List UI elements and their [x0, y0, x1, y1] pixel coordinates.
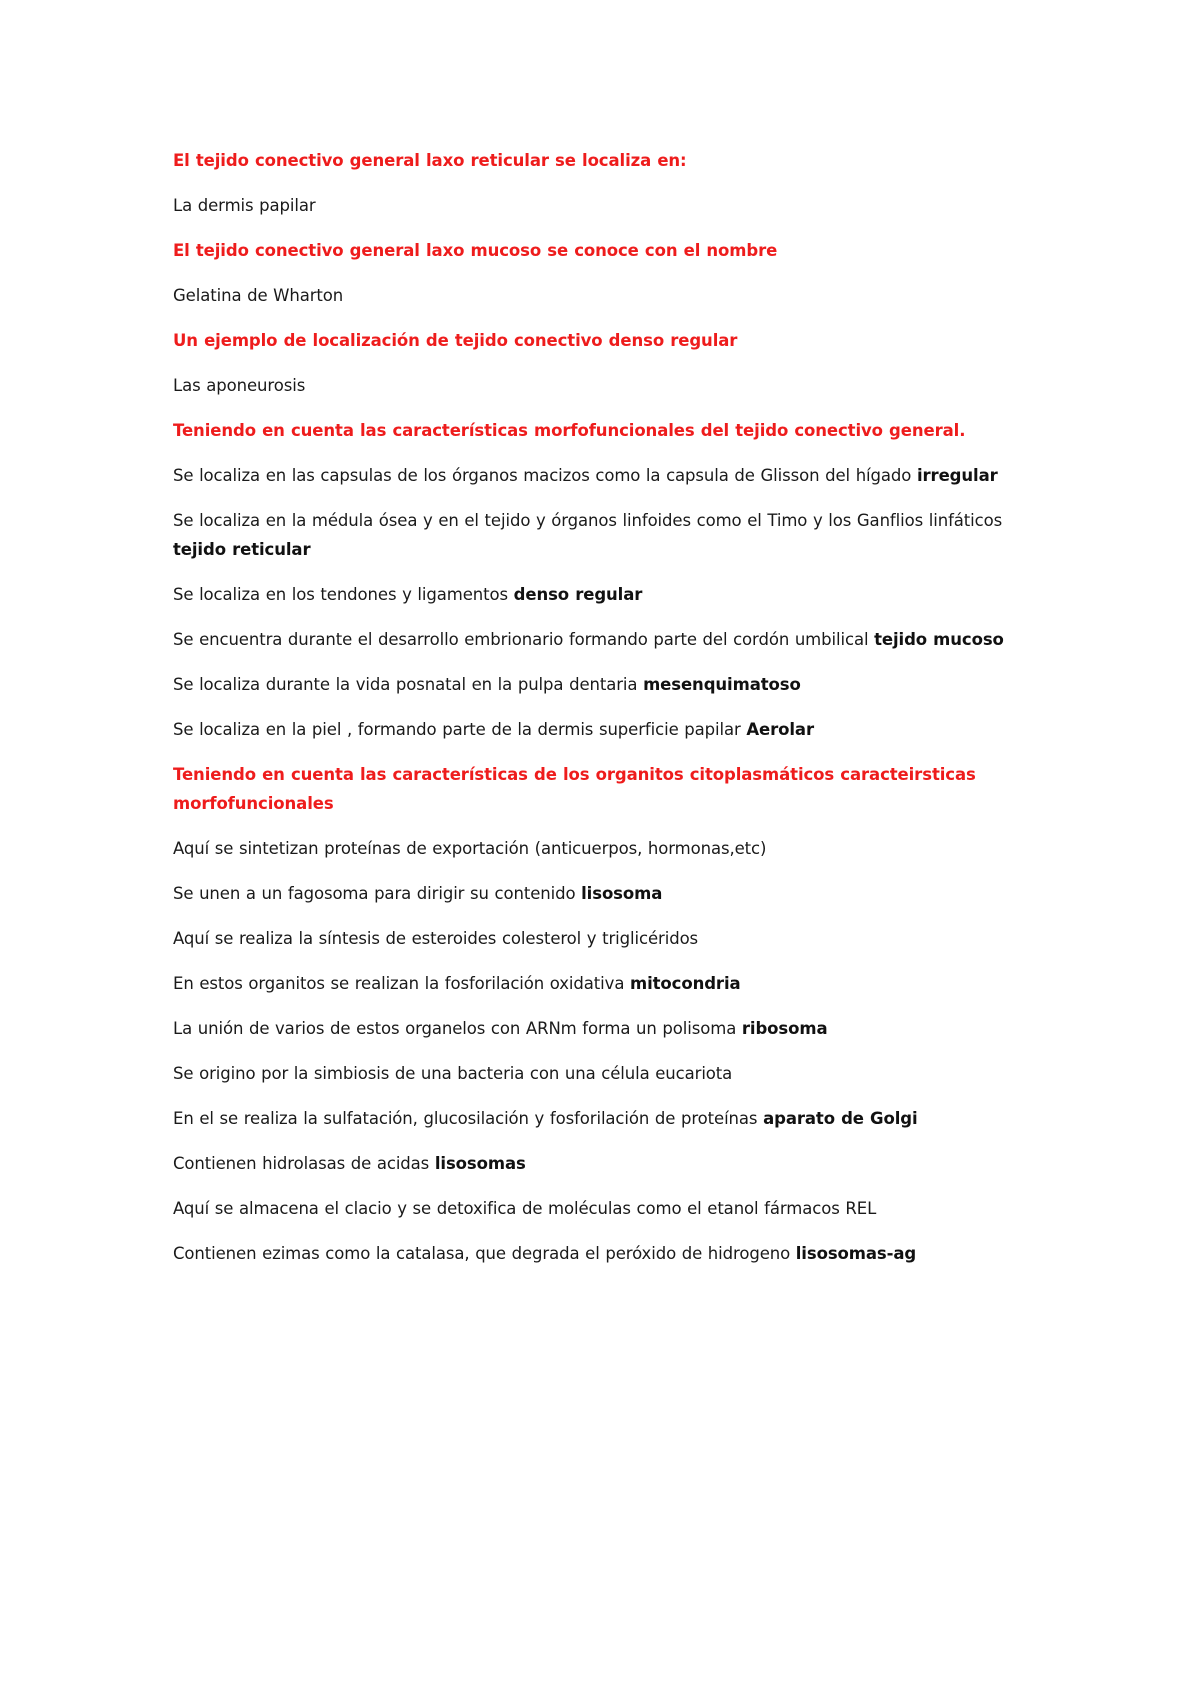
paragraph-text: Las aponeurosis [173, 376, 306, 395]
heading-text: Un ejemplo de localización de tejido conectivo denso regular [173, 331, 738, 350]
heading-text: El tejido conectivo general laxo mucoso se conoce con el nombre [173, 241, 778, 260]
bold-answer: lisosomas [434, 1154, 526, 1173]
bold-answer: lisosomas-ag [795, 1244, 917, 1263]
question-heading [173, 146, 1053, 175]
answer-paragraph [173, 281, 1053, 310]
paragraph-text: Aquí se almacena el clacio y se detoxifica de moléculas como el etanol fármacos REL [173, 1199, 877, 1218]
paragraph-text: La unión de varios de estos organelos con ARNm forma un polisoma [173, 1019, 742, 1038]
bold-answer: mitocondria [629, 974, 741, 993]
paragraph-text: Contienen hidrolasas de acidas [173, 1154, 435, 1173]
bold-answer: tejido mucoso [874, 630, 1004, 649]
bold-answer: Aerolar [746, 720, 815, 739]
paragraph-text: Aquí se realiza la síntesis de esteroides colesterol y triglicéridos [173, 929, 699, 948]
bold-answer: lisosoma [581, 884, 663, 903]
bold-answer: aparato de Golgi [763, 1109, 918, 1128]
paragraph-text: Aquí se sintetizan proteínas de exportación (anticuerpos, hormonas,etc) [173, 839, 767, 858]
question-heading [173, 326, 1053, 355]
answer-paragraph [173, 1059, 1053, 1088]
paragraph-text: Se encuentra durante el desarrollo embrionario formando parte del cordón umbilical [173, 630, 875, 649]
paragraph-text: Se localiza en la médula ósea y en el tejido y órganos linfoides como el Timo y los Ganflios linfáticos [173, 511, 1003, 530]
answer-paragraph [173, 924, 1053, 953]
answer-paragraph [173, 879, 1053, 908]
bold-answer: tejido reticular [173, 540, 311, 559]
paragraph-text: Se localiza en la piel , formando parte de la dermis superficie papilar [173, 720, 747, 739]
paragraph-text: Se localiza en los tendones y ligamentos [173, 585, 514, 604]
paragraph-text: En el se realiza la sulfatación, glucosilación y fosforilación de proteínas [173, 1109, 764, 1128]
paragraph-text: Contienen ezimas como la catalasa, que degrada el peróxido de hidrogeno [173, 1244, 796, 1263]
answer-paragraph [173, 1104, 1053, 1133]
paragraph-text: La dermis papilar [173, 196, 316, 215]
paragraph-text: Se localiza durante la vida posnatal en la pulpa dentaria [173, 675, 644, 694]
answer-paragraph [173, 625, 1053, 654]
question-heading [173, 236, 1053, 265]
answer-paragraph [173, 834, 1053, 863]
question-heading [173, 760, 1053, 818]
bold-answer: irregular [916, 466, 998, 485]
heading-text: Teniendo en cuenta las características morfofuncionales del tejido conectivo general. [173, 421, 966, 440]
bold-answer: mesenquimatoso [643, 675, 801, 694]
answer-paragraph [173, 715, 1053, 744]
document-body [173, 146, 1053, 1284]
question-heading [173, 416, 1053, 445]
answer-paragraph [173, 461, 1053, 490]
paragraph-text: Gelatina de Wharton [173, 286, 344, 305]
heading-text: Teniendo en cuenta las características de los organitos citoplasmáticos caracteirsticas morfofuncionales [173, 765, 976, 813]
answer-paragraph [173, 1014, 1053, 1043]
answer-paragraph [173, 969, 1053, 998]
bold-answer: denso regular [513, 585, 643, 604]
answer-paragraph [173, 1149, 1053, 1178]
answer-paragraph [173, 506, 1053, 564]
answer-paragraph [173, 1194, 1053, 1223]
answer-paragraph [173, 670, 1053, 699]
answer-paragraph [173, 371, 1053, 400]
bold-answer: ribosoma [741, 1019, 828, 1038]
paragraph-text: Se origino por la simbiosis de una bacteria con una célula eucariota [173, 1064, 733, 1083]
paragraph-text: En estos organitos se realizan la fosforilación oxidativa [173, 974, 630, 993]
answer-paragraph [173, 191, 1053, 220]
paragraph-text: Se unen a un fagosoma para dirigir su contenido [173, 884, 582, 903]
answer-paragraph [173, 580, 1053, 609]
heading-text: El tejido conectivo general laxo reticular se localiza en: [173, 151, 687, 170]
answer-paragraph [173, 1239, 1053, 1268]
paragraph-text: Se localiza en las capsulas de los órganos macizos como la capsula de Glisson del hígado [173, 466, 917, 485]
